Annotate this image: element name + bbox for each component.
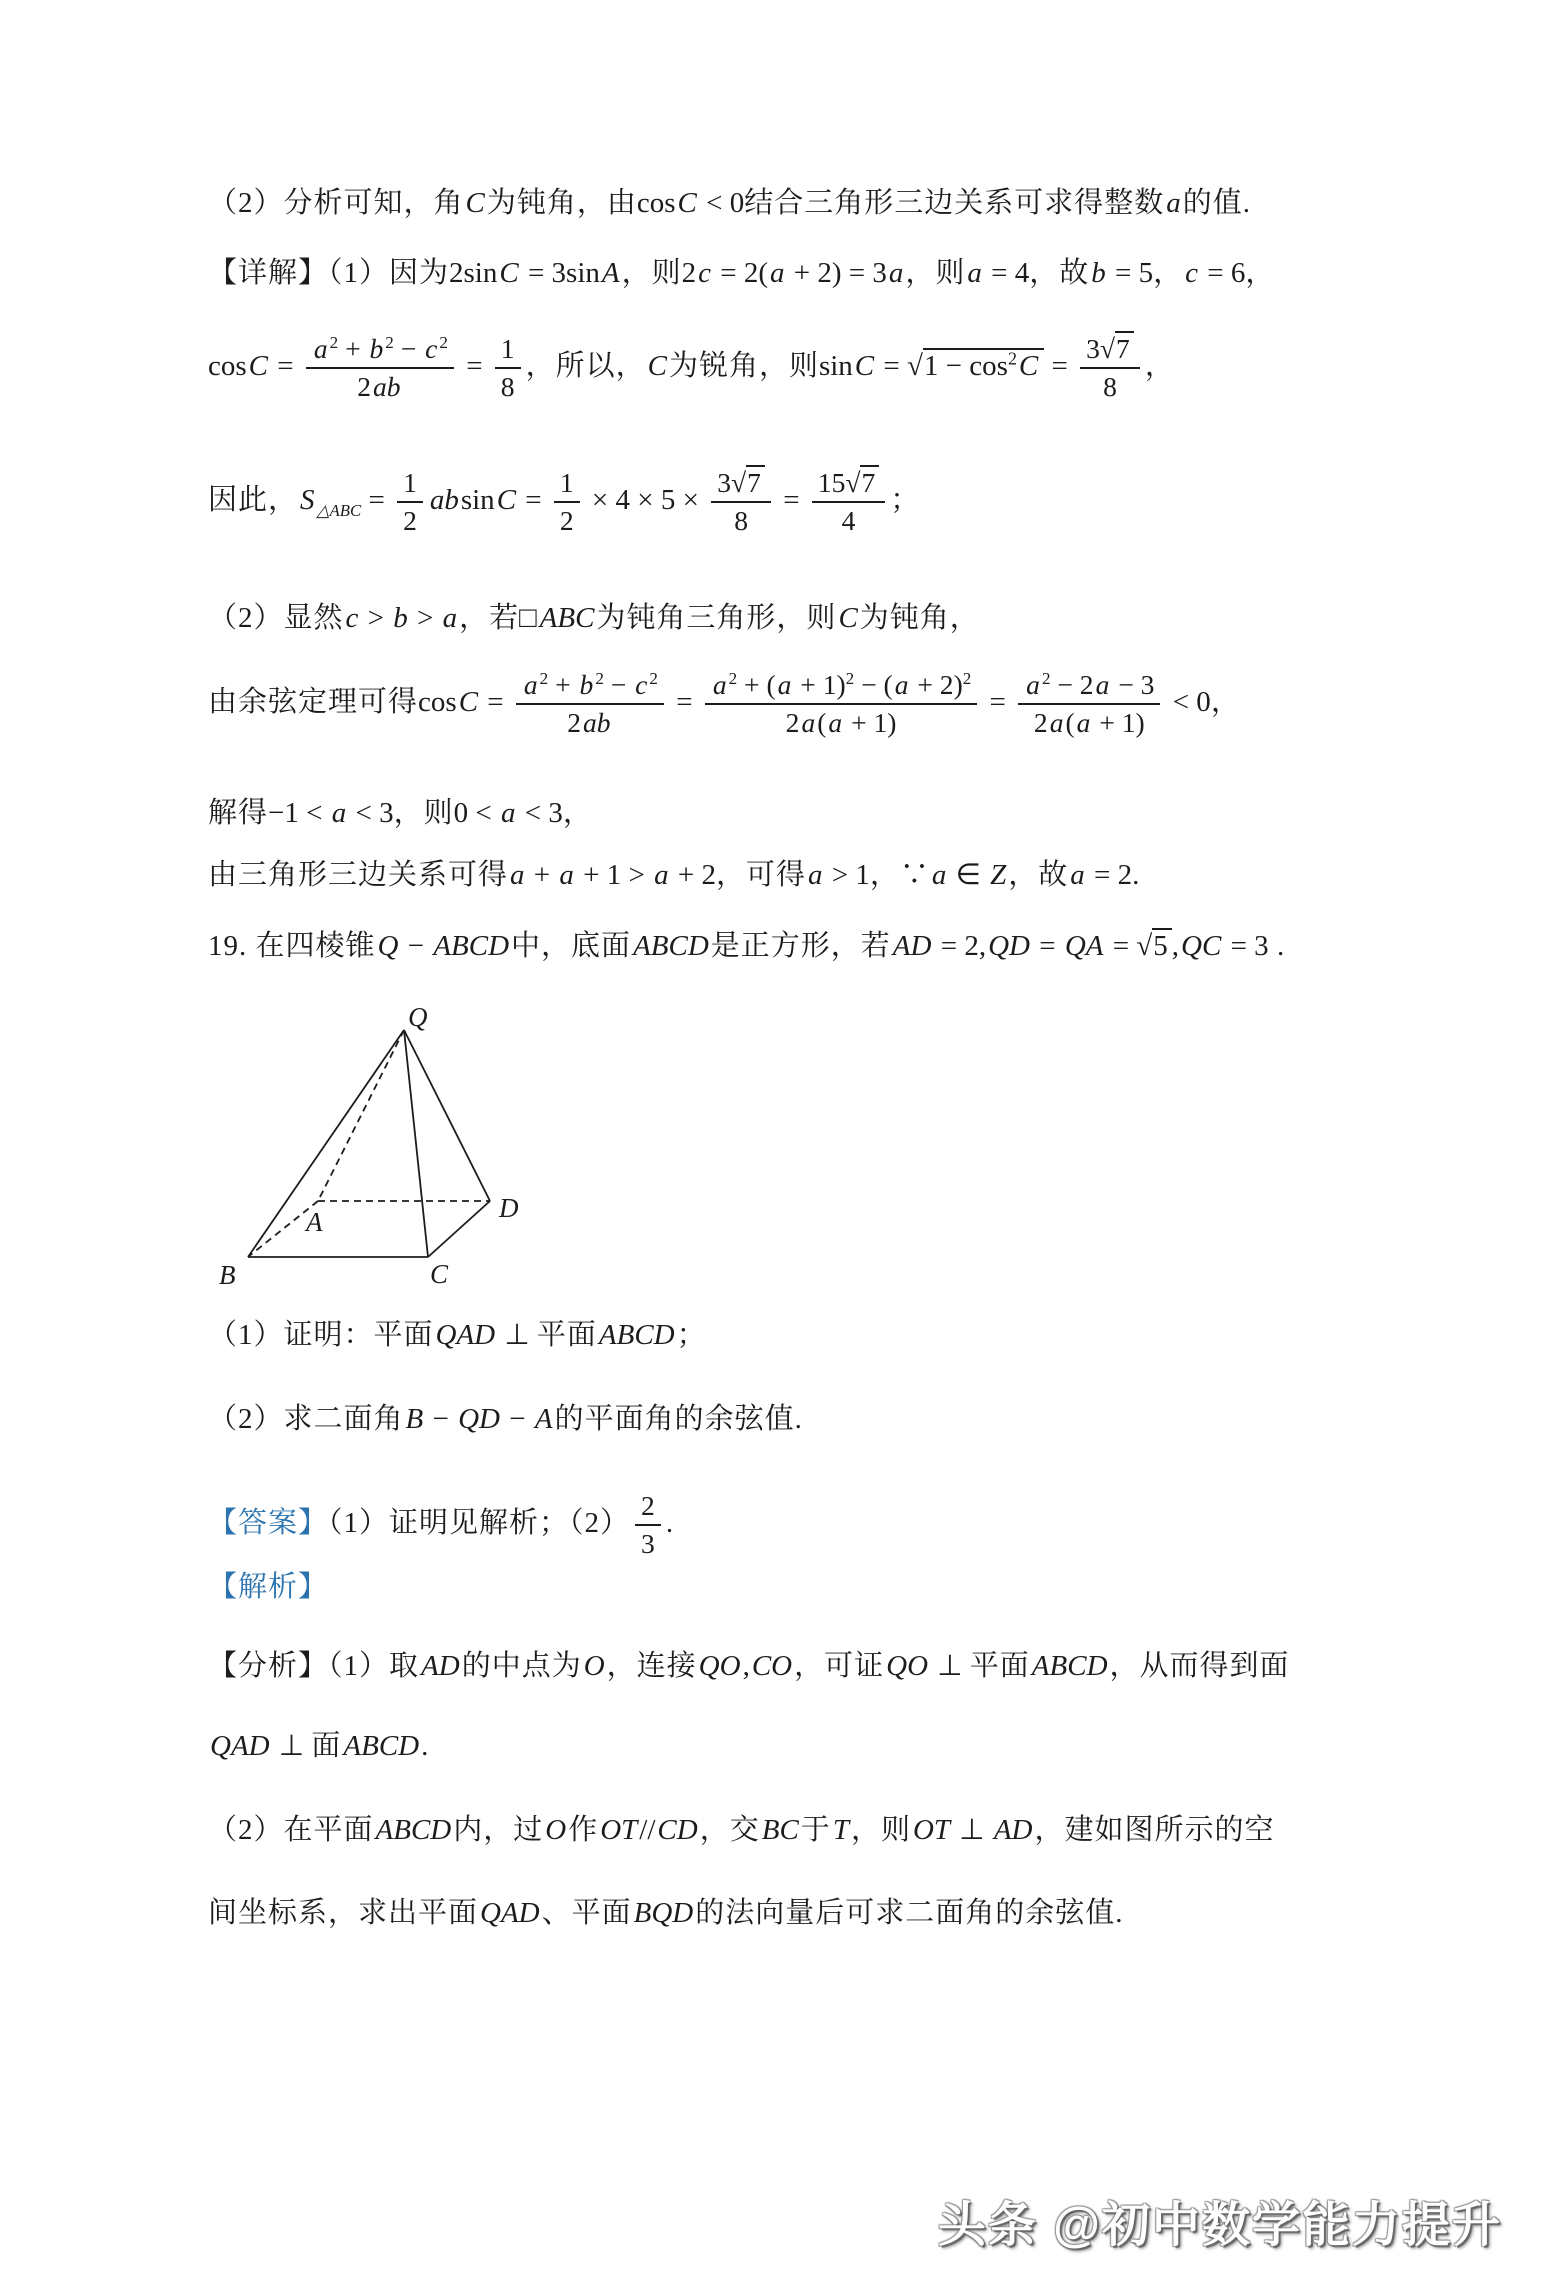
solid-edge-QB: [248, 1030, 404, 1257]
obtuse-case-line: （2）显然c > b > a，若□ABC为钝角三角形，则C为钝角，: [208, 602, 980, 634]
fraction: $\frac{15√7}{4}$: [812, 466, 885, 539]
question-2-line: （2）求二面角B − QD − A的平面角的余弦值.: [208, 1403, 803, 1435]
analysis-19-line-2: QAD ⊥ 面ABCD.: [210, 1730, 430, 1762]
answer-line: 【答案】（1）证明见解析；（2） $\frac{2}{3}$ .: [208, 1489, 674, 1562]
fraction: $\frac{1}{2}$: [554, 466, 580, 539]
sqrt-radical: √7: [845, 465, 879, 498]
analysis-19-line-1: 【分析】（1）取AD的中点为O，连接QO,CO，可证QO ⊥ 平面ABCD，从而得到面: [208, 1650, 1290, 1682]
solid-edge-CD: [428, 1201, 490, 1257]
solve-inequality-line: 解得−1 < a < 3，则0 < a < 3，: [208, 797, 593, 829]
watermark: 头条 @初中数学能力提升: [937, 2199, 1502, 2252]
fraction: $\frac{1}{8}$: [495, 332, 521, 405]
formula-cosC-line: cosC = $\frac{a ^2 + b ^2 - c ^2}{2ab}$ = $\frac{1}{8}$ ，所以，C为锐角，则$\sin C = √1 - \cos^2C$ = $\frac{3√7}{8}$ ，: [208, 332, 1175, 405]
analysis-part2-line: （2）分析可知，角C为钝角，由cosC < 0结合三角形三边关系可求得整数a的值.: [208, 187, 1252, 219]
analysis-19-line-3: （2）在平面ABCD内，过O作OT//CD，交BC于T，则OT ⊥ AD，建如图所示的空: [208, 1814, 1275, 1846]
fraction: $\frac{a ^2 + b ^2 - c ^2}{2ab}$: [306, 332, 454, 405]
triangle-inequality-line: 由三角形三边关系可得a + a + 1 > a + 2，可得a > 1，∵a ∈ Z，故a = 2.: [208, 859, 1141, 891]
pyramid-figure: [195, 990, 575, 1310]
question-1-line: （1）证明：平面QAD ⊥ 平面ABCD；: [208, 1319, 707, 1351]
fraction: $\frac{3√7}{8}$: [1080, 332, 1140, 405]
dashed-edge-QA: [318, 1030, 404, 1201]
vertex-label-Q: Q: [408, 1002, 428, 1032]
fraction: $\frac{1}{2}$: [397, 466, 423, 539]
formula-cosine-rule-line: 由余弦定理可得cosC = $\frac{a ^2 + b ^2 - c ^2}{2ab}$ = $\frac{a ^2 + (a + 1)^2 - (a + 2)^2}{2a(a + 1)}$ = $\frac{a ^2 - 2a - 3}{2a(a + 1)}$ < 0，: [208, 668, 1241, 741]
problem-19-statement: 19. 在四棱锥Q − ABCD中，底面ABCD是正方形，若AD = 2,QD = QA = √5 ,QC = 3 .: [208, 930, 1286, 962]
vertex-label-D: D: [499, 1193, 519, 1223]
vertex-label-A: A: [306, 1207, 323, 1237]
solid-edge-QD: [404, 1030, 490, 1201]
sqrt-radical: √5: [1136, 928, 1171, 962]
formula-area-line: 因此，S $_{\triangle ABC}$ = $\frac{1}{2}$ absinC = $\frac{1}{2}$ × 4 × 5 × $\frac{3√7}{8}$ = $\frac{15√7}{4}$ ；: [208, 466, 920, 539]
fraction: $\frac{a ^2 + b ^2 - c ^2}{2ab}$: [516, 668, 664, 741]
jiexi-label-line: 【解析】: [208, 1571, 329, 1603]
fraction: $\frac{2}{3}$: [635, 1489, 661, 1562]
sqrt-radical: $√1 - \cos^2C$: [907, 348, 1044, 382]
vertex-label-B: B: [219, 1260, 236, 1290]
fraction: $\frac{a ^2 + (a + 1)^2 - (a + 2)^2}{2a(a + 1)}$: [705, 668, 977, 741]
vertex-label-C: C: [430, 1259, 449, 1289]
sqrt-radical: √7: [731, 465, 765, 498]
analysis-19-line-4: 间坐标系，求出平面QAD、平面BQD的法向量后可求二面角的余弦值.: [208, 1897, 1124, 1929]
fraction: $\frac{3√7}{8}$: [711, 466, 771, 539]
solid-edge-QC: [404, 1030, 428, 1257]
detail-part1-line: 【详解】（1）因为2sinC = 3sinA，则2c = 2(a + 2) = 3a，则a = 4，故b = 5，c = 6，: [208, 257, 1276, 289]
sqrt-radical: √7: [1100, 331, 1134, 364]
fraction: $\frac{a ^2 - 2a - 3}{2a(a + 1)}$: [1018, 668, 1160, 741]
